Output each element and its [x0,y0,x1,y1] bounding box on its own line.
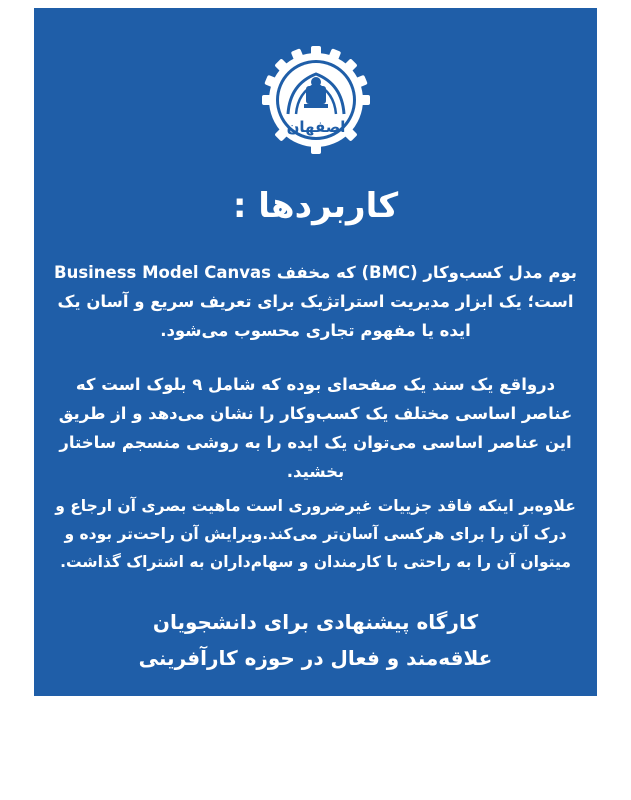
footer-line-2: علاقه‌مند و فعال در حوزه کارآفرینی [138,646,493,670]
paragraph-benefits: علاوه‌بر اینکه فاقد جزییات غیرضروری است ماهیت بصری آن ارجاع و درک آن را برای هرکسی آسان‌تر می‌کند.ویرایش آن راحت‌تر بوده و میتوان آن را به راحتی با کارمندان و سهام‌داران به اشتراک گذاشت. [55,497,576,571]
workshop-recommendation [44,604,587,676]
paragraph-structure: درواقع یک سند یک صفحه‌ای بوده که شامل ۹ بلوک است که عناصر اساسی مختلف یک کسب‌وکار را نشان می‌دهد و از طریق این عناصر اساسی می‌توان یک ایده را به روشی منسجم ساختار بخشید. [58,375,573,481]
svg-text:اصفهان: اصفهان [286,118,346,136]
page-title: کاربردها : [232,186,399,226]
poster [34,8,597,696]
paragraph-definition: بوم مدل کسب‌وکار (BMC) که مخفف Business Model Canvas است؛ یک ابزار مدیریت استراتژیک برای تعریف سریع و آسان یک ایده یا مفهوم تجاری محسوب می‌شود. [54,263,577,340]
footer-line-1: کارگاه پیشنهادی برای دانشجویان [152,610,479,634]
university-of-isfahan-seal-icon [260,44,372,156]
